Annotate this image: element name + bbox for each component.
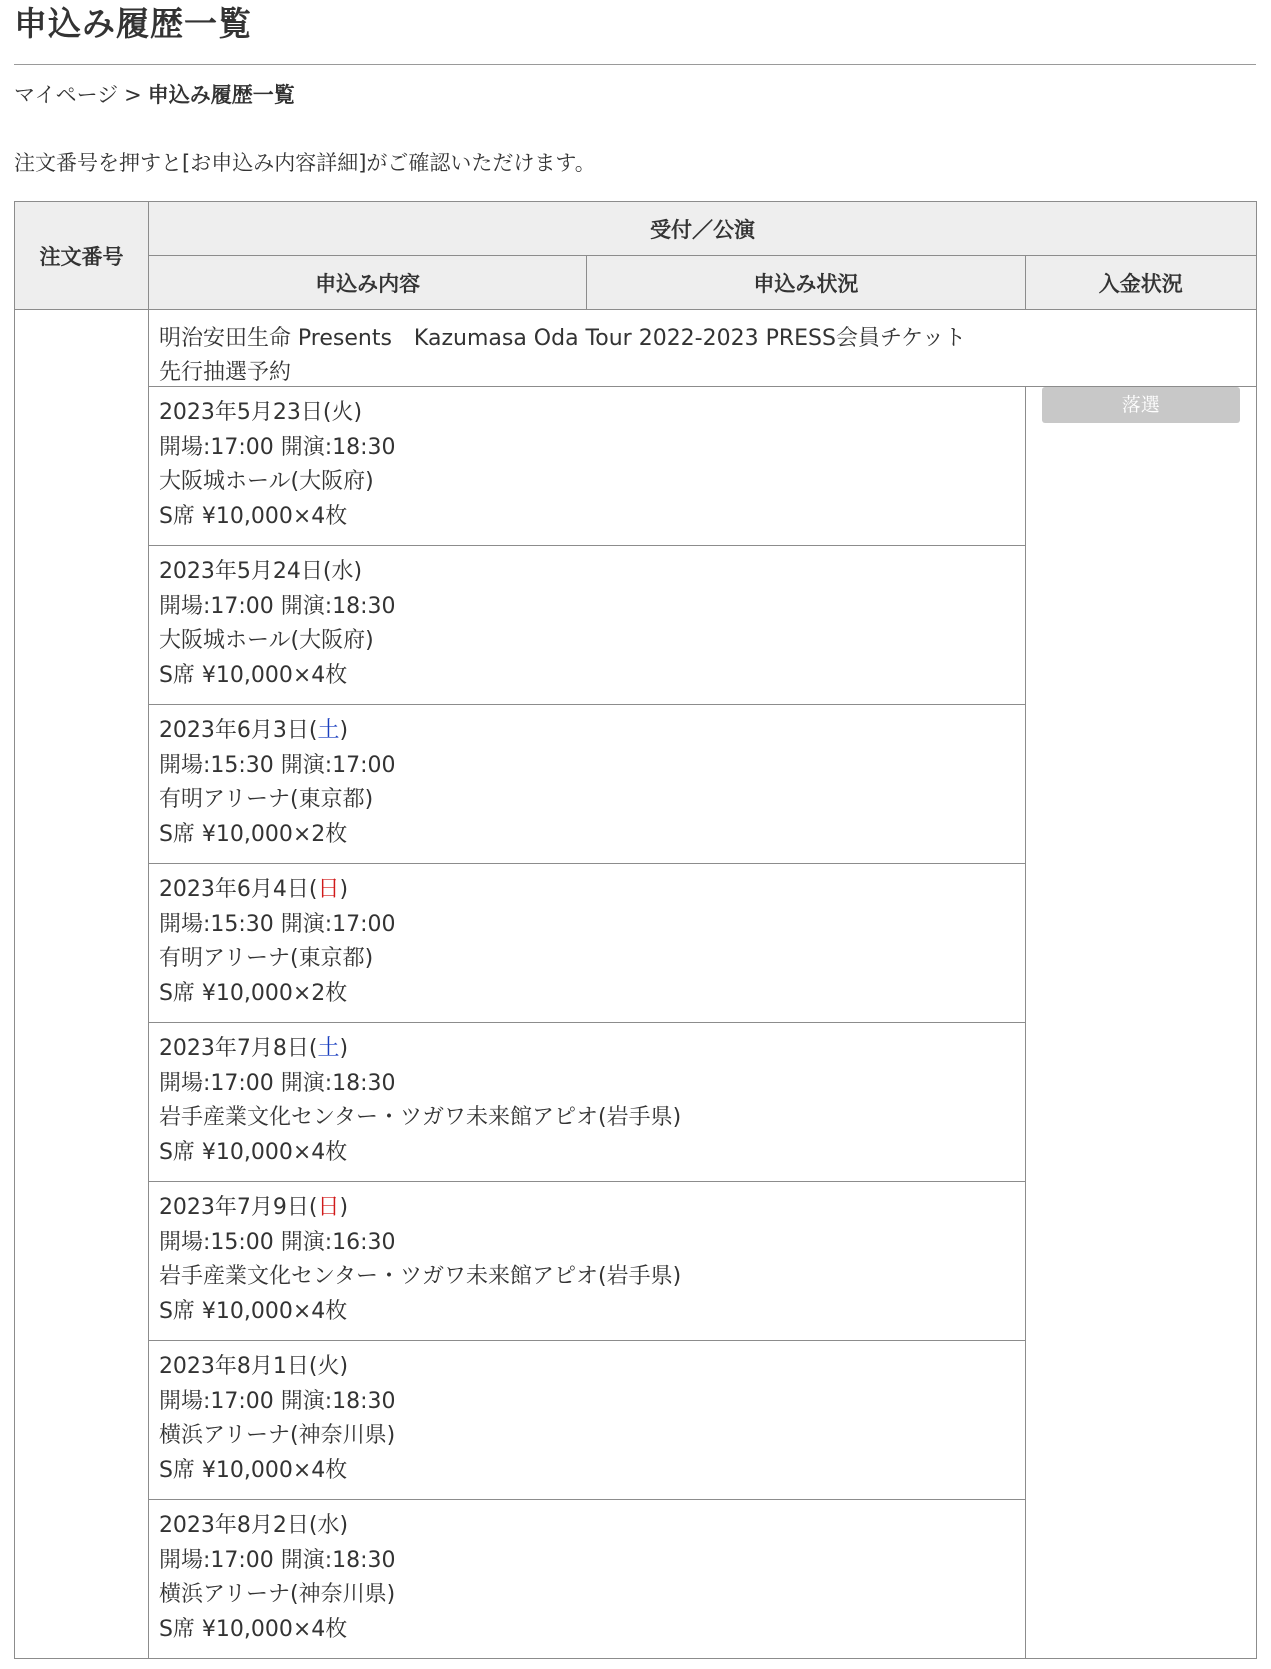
performance-date-close: ): [339, 1195, 349, 1220]
performance-date: [159, 1509, 1015, 1544]
history-body: [15, 310, 1257, 1659]
performance-date-text: 2023年8月2日(: [158, 1513, 318, 1538]
performance-times: 開場:15:30 開演:17:00: [158, 752, 396, 778]
performance-date: [159, 396, 1015, 431]
payment-status-cell: [1025, 387, 1257, 1659]
header-order-number: 注文番号: [15, 202, 149, 310]
performance-day-of-week: 水: [331, 559, 354, 584]
performance-seats: S席 ¥10,000×4枚: [158, 1616, 348, 1642]
performance-times: 開場:17:00 開演:18:30: [158, 434, 396, 460]
performance-day-of-week: 日: [317, 877, 340, 902]
performance-day-of-week: 火: [331, 400, 354, 425]
performance-date-close: ): [353, 559, 363, 584]
performance-date-close: ): [353, 400, 363, 425]
breadcrumb-mypage-link[interactable]: マイページ: [14, 83, 119, 107]
performance-seats: S席 ¥10,000×4枚: [158, 503, 348, 529]
header-application-status: 申込み状況: [587, 256, 1025, 310]
performance-date-text: 2023年5月23日(: [158, 400, 332, 425]
performance-date: [159, 1350, 1015, 1385]
performance-cell: [148, 1500, 1025, 1659]
performance-times: 開場:15:30 開演:17:00: [158, 911, 396, 937]
performance-times: 開場:17:00 開演:18:30: [158, 1388, 396, 1414]
performance-details: [149, 1500, 1025, 1658]
performance-details: [149, 1023, 1025, 1181]
performance-times: 開場:17:00 開演:18:30: [158, 1070, 396, 1096]
performance-details: [149, 546, 1025, 704]
title-divider: [14, 64, 1256, 65]
performance-seats: S席 ¥10,000×4枚: [158, 662, 348, 688]
order-number-cell: [15, 310, 149, 1659]
performance-venue: 有明アリーナ(東京都): [158, 946, 374, 971]
performance-venue: 大阪城ホール(大阪府): [158, 628, 374, 653]
performance-venue: 岩手産業文化センター・ツガワ未来館アピオ(岩手県): [158, 1105, 682, 1130]
performance-date-text: 2023年6月3日(: [158, 718, 318, 743]
header-application-content: 申込み内容: [148, 256, 586, 310]
performance-row: [15, 387, 1257, 546]
performance-date-text: 2023年7月9日(: [158, 1195, 318, 1220]
breadcrumb-separator: >: [124, 83, 142, 107]
history-table: [14, 201, 1257, 1659]
performance-date-close: ): [339, 1036, 349, 1061]
intro-text: 注文番号を押すと[お申込み内容詳細]がご確認いただけます。: [14, 151, 596, 175]
performance-date-text: 2023年6月4日(: [158, 877, 318, 902]
performance-venue: 有明アリーナ(東京都): [158, 787, 374, 812]
performance-date-text: 2023年8月1日(: [158, 1354, 318, 1379]
event-name-line2: 先行抽選予約: [158, 360, 291, 385]
lottery-result-button[interactable]: 落選: [1042, 387, 1240, 423]
performance-day-of-week: 水: [317, 1513, 340, 1538]
performance-day-of-week: 日: [317, 1195, 340, 1220]
performance-details: [149, 864, 1025, 1022]
performance-date-text: 2023年7月8日(: [158, 1036, 318, 1061]
performance-times: 開場:17:00 開演:18:30: [158, 1547, 396, 1573]
header-reception-performance: 受付／公演: [148, 202, 1256, 256]
performance-seats: S席 ¥10,000×4枚: [158, 1457, 348, 1483]
performance-date-close: ): [339, 1513, 349, 1538]
performance-details: [149, 387, 1025, 545]
page-title: 申込み履歴一覧: [14, 4, 252, 43]
performance-date-text: 2023年5月24日(: [158, 559, 332, 584]
performance-cell: [148, 546, 1025, 705]
performance-details: [149, 1341, 1025, 1499]
breadcrumb: [14, 80, 295, 110]
performance-seats: S席 ¥10,000×4枚: [158, 1139, 348, 1165]
performance-venue: 横浜アリーナ(神奈川県): [158, 1423, 396, 1448]
performance-day-of-week: 火: [317, 1354, 340, 1379]
performance-date-close: ): [339, 877, 349, 902]
performance-day-of-week: 土: [317, 718, 340, 743]
performance-seats: S席 ¥10,000×2枚: [158, 821, 348, 847]
event-name-line1: 明治安田生命 Presents Kazumasa Oda Tour 2022-2023 PRESS会員チケット: [158, 326, 967, 351]
performance-cell: [148, 1182, 1025, 1341]
performance-date-close: ): [339, 1354, 349, 1379]
performance-cell: [148, 705, 1025, 864]
performance-cell: [148, 1341, 1025, 1500]
header-row-1: [15, 202, 1257, 256]
performance-venue: 岩手産業文化センター・ツガワ未来館アピオ(岩手県): [158, 1264, 682, 1289]
performance-details: [149, 705, 1025, 863]
performance-cell: [148, 387, 1025, 546]
performance-date: [159, 1191, 1015, 1226]
event-row: [15, 310, 1257, 387]
performance-cell: [148, 1023, 1025, 1182]
performance-date: [159, 555, 1015, 590]
performance-date: [159, 873, 1015, 908]
performance-day-of-week: 土: [317, 1036, 340, 1061]
performance-date-close: ): [339, 718, 349, 743]
header-row-2: [15, 256, 1257, 310]
header-payment-status: 入金状況: [1025, 256, 1257, 310]
event-name-cell: [148, 310, 1256, 387]
performance-date: [159, 1032, 1015, 1067]
performance-seats: S席 ¥10,000×4枚: [158, 1298, 348, 1324]
breadcrumb-current: 申込み履歴一覧: [147, 83, 295, 107]
performance-details: [149, 1182, 1025, 1340]
performance-times: 開場:17:00 開演:18:30: [158, 593, 396, 619]
performance-seats: S席 ¥10,000×2枚: [158, 980, 348, 1006]
performance-cell: [148, 864, 1025, 1023]
performance-date: [159, 714, 1015, 749]
performance-venue: 大阪城ホール(大阪府): [158, 469, 374, 494]
performance-venue: 横浜アリーナ(神奈川県): [158, 1582, 396, 1607]
performance-times: 開場:15:00 開演:16:30: [158, 1229, 396, 1255]
